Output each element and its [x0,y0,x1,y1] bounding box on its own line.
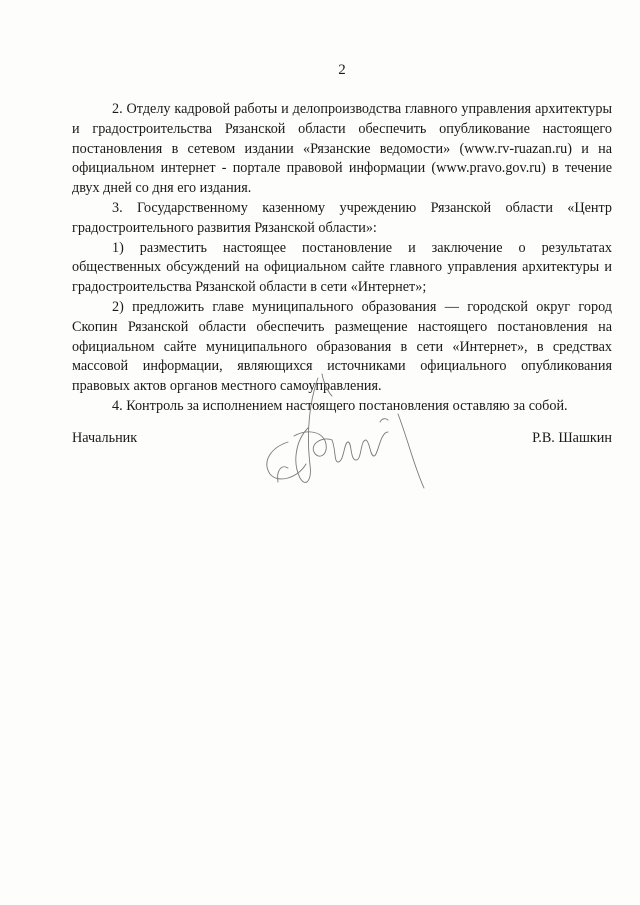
signer-position: Начальник [72,430,138,446]
page-number: 2 [338,62,346,78]
paragraph-item-2: 2. Отделу кадровой работы и делопроизводства главного управления архитектуры и градостроительства Рязанской области обеспечить опубликование настоящего постановления в сетевом издании «Рязанские ведомости» (www.rv-ruazan.ru) и на официальном интернет - портале правовой информации (www.pravo.gov.ru) в течение двух дней со дня его издания. [72,101,612,197]
paragraph-subitem-3-2: 2) предложить главе муниципального образования — городской округ город Скопин Рязанской области обеспечить размещение настоящего постановления на официальном сайте муниципального образования в сети «Интернет», в средствах массовой информации, являющихся источниками официального опубликования правовых актов органов местного самоуправления. [72,298,612,395]
signature-block [72,430,612,454]
paragraph-item-4: 4. Контроль за исполнением настоящего постановления оставляю за собой. [112,397,568,414]
signer-name: Р.В. Шашкин [532,430,612,446]
paragraph-subitem-3-1: 1) разместить настоящее постановление и заключение о результатах общественных обсуждений на официальном сайте главного управления архитектуры и градостроительства Рязанской области в сети «Интернет»; [72,239,612,296]
paragraph-item-3: 3. Государственному казенному учреждению Рязанской области «Центр градостроительного развития Рязанской области»: [72,199,612,236]
